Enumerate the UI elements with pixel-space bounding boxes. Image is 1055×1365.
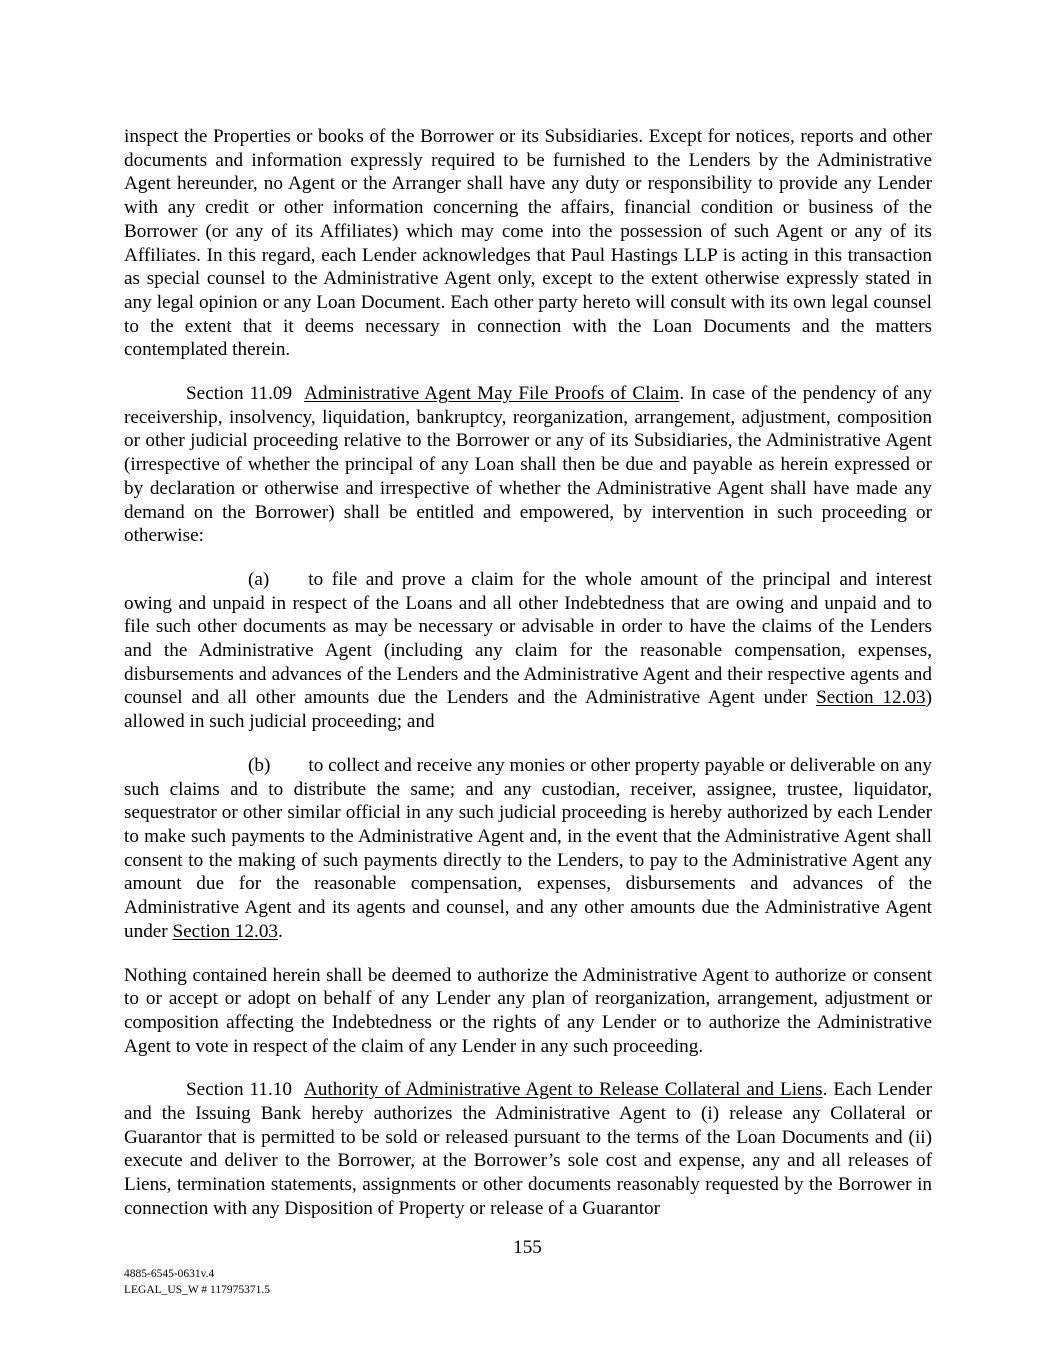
clause-a-paragraph xyxy=(124,568,932,734)
clause-b-paragraph xyxy=(124,754,932,944)
clause-b-section-reference[interactable]: Section 12.03 xyxy=(172,920,279,942)
footer-legal-id: LEGAL_US_W # 117975371.5 xyxy=(124,1283,270,1296)
footer-doc-id: 4885-6545-0631v.4 xyxy=(124,1268,215,1280)
section-11-10-heading: Authority of Administrative Agent to Release Collateral and Liens xyxy=(303,1079,823,1101)
section-11-09-number: Section 11.09 xyxy=(186,383,293,405)
document-footer xyxy=(124,1267,270,1298)
section-11-10-text: . Each Lender and the Issuing Bank hereby authorizes the Administrative Agent to (i) release any Collateral or Guarantor that is permitted to be sold or released pursuant to the terms of the Loan Documents and (ii) execute and deliver to the Borrower, at the Borrower’s sole cost and expense, any and all releases of Liens, termination statements, assignments or other documents reasonably requested by the Borrower in connection with any Disposition of Property or release of a Guarantor xyxy=(124,1079,932,1219)
clause-a-text-end: ) allowed in such judicial proceeding; and xyxy=(124,687,932,733)
section-11-10-number: Section 11.10 xyxy=(186,1079,292,1101)
section-11-09-text: . In case of the pendency of any receivership, insolvency, liquidation, bankruptcy, reorganization, arrangement, adjustment, composition or other judicial proceeding relative to the Borrower or any of its Subsidiaries, the Administrative Agent (irrespective of whether the principal of any Loan shall then be due and payable as herein expressed or by declaration or otherwise and irrespective of whether the Administrative Agent shall have made any demand on the Borrower) shall be entitled and empowered, by intervention in such proceeding or otherwise: xyxy=(124,383,932,547)
clause-b-text-end: . xyxy=(278,920,283,942)
clause-b-label: (b) xyxy=(248,754,271,776)
section-11-10-paragraph xyxy=(124,1078,932,1220)
paragraph-inspect: inspect the Properties or books of the Borrower or its Subsidiaries. Except for notices, reports and other documents and information expressly required to be furnished to the Lenders by the Administrative Agent hereunder, no Agent or the Arranger shall have any duty or responsibility to provide any Lender with any credit or other information concerning the affairs, financial condition or business of the Borrower (or any of its Affiliates) which may come into the possession of such Agent or any of its Affiliates. In this regard, each Lender acknowledges that Paul Hastings LLP is acting in this transaction as special counsel to the Administrative Agent only, except to the extent otherwise expressly stated in any legal opinion or any Loan Document. Each other party hereto will consult with its own legal counsel to the extent that it deems necessary in connection with the Loan Documents and the matters contemplated therein. xyxy=(124,126,932,361)
document-body xyxy=(124,125,932,1221)
clause-a-section-reference[interactable]: Section 12.03 xyxy=(816,687,926,709)
paragraph-nothing-contained: Nothing contained herein shall be deemed to authorize the Administrative Agent to authorize or consent to or accept or adopt on behalf of any Lender any plan of reorganization, arrangement, adjustment or composition affecting the Indebtedness or the rights of any Lender or to authorize the Administrative Agent to vote in respect of the claim of any Lender in any such proceeding. xyxy=(124,964,932,1057)
section-11-09-heading: Administrative Agent May File Proofs of Claim xyxy=(304,383,680,405)
section-11-09-paragraph xyxy=(124,382,932,548)
clause-a-text: to file and prove a claim for the whole amount of the principal and interest owing and unpaid in respect of the Loans and all other Indebtedness that are owing and unpaid and to file such other documents as may be necessary or advisable in order to have the claims of the Lenders and the Administrative Agent (including any claim for the reasonable compensation, expenses, disbursements and advances of the Lenders and the Administrative Agent and their respective agents and counsel and all other amounts due the Lenders and the Administrative Agent under xyxy=(124,568,932,709)
clause-a-label: (a) xyxy=(248,568,270,590)
page-number: 155 xyxy=(513,1237,542,1258)
clause-b-text: to collect and receive any monies or other property payable or deliverable on any such claims and to distribute the same; and any custodian, receiver, assignee, trustee, liquidator, sequestrator or other similar official in any such judicial proceeding is hereby authorized by each Lender to make such payments to the Administrative Agent and, in the event that the Administrative Agent shall consent to the making of such payments directly to the Lenders, to pay to the Administrative Agent any amount due for the reasonable compensation, expenses, disbursements and advances of the Administrative Agent and its agents and counsel, and any other amounts due the Administrative Agent under xyxy=(124,754,932,942)
